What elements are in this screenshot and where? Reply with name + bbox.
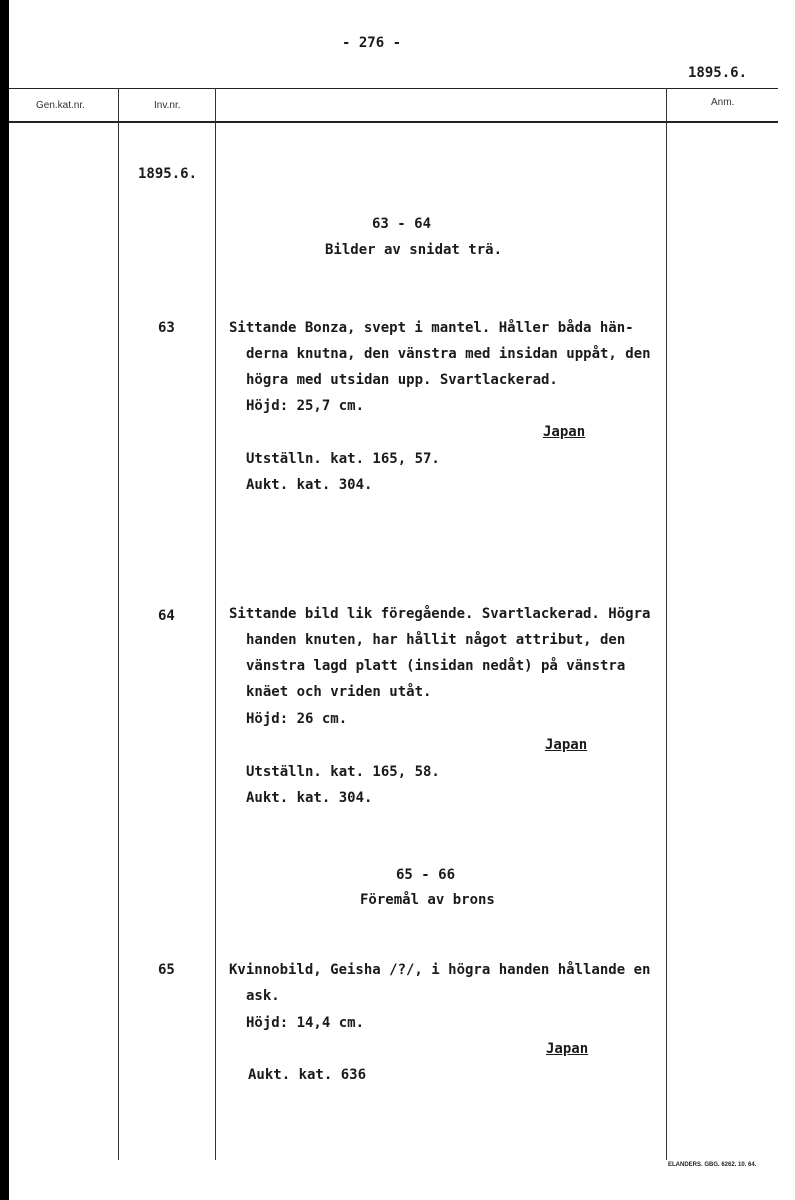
entry-reference: Utställn. kat. 165, 57. [246, 451, 440, 467]
entry-text-line: Kvinnobild, Geisha /?/, i högra handen hållande en [229, 962, 651, 978]
column-header-inv: Inv.nr. [154, 100, 181, 111]
section-title: Föremål av brons [360, 892, 495, 908]
entry-reference: Aukt. kat. 304. [246, 790, 373, 806]
column-divider-text-anm [666, 88, 667, 1160]
column-header-gen-kat: Gen.kat.nr. [36, 100, 85, 111]
entry-text-line: Sittande bild lik föregående. Svartlackerad. Högra [229, 606, 651, 622]
entry-number: 65 [158, 962, 175, 978]
entry-text-line: vänstra lagd platt (insidan nedåt) på vänstra [246, 658, 626, 674]
inv-year: 1895.6. [138, 166, 198, 182]
entry-text-line: högra med utsidan upp. Svartlackerad. [246, 372, 558, 388]
entry-height: Höjd: 25,7 cm. [246, 398, 365, 414]
entry-text-line: ask. [246, 988, 280, 1004]
entry-text-line: Sittande Bonza, svept i mantel. Håller båda hän- [229, 320, 634, 336]
section-title: Bilder av snidat trä. [325, 242, 503, 258]
page-number: - 276 - [342, 35, 402, 51]
entry-height: Höjd: 26 cm. [246, 711, 348, 727]
entry-reference: Aukt. kat. 304. [246, 477, 373, 493]
column-divider-inv-text [215, 88, 216, 1160]
entry-reference: Utställn. kat. 165, 58. [246, 764, 440, 780]
year-header: 1895.6. [688, 65, 748, 81]
section-range: 63 - 64 [372, 216, 432, 232]
entry-text-line: derna knutna, den vänstra med insidan uppåt, den [246, 346, 651, 362]
section-range: 65 - 66 [396, 867, 456, 883]
entry-height: Höjd: 14,4 cm. [246, 1015, 365, 1031]
entry-number: 64 [158, 608, 175, 624]
column-header-anm: Anm. [711, 97, 735, 108]
header-bottom-rule [9, 121, 778, 123]
column-divider-gen-inv [118, 88, 119, 1160]
entry-number: 63 [158, 320, 175, 336]
entry-origin: Japan [546, 1041, 589, 1057]
header-top-rule [9, 88, 778, 89]
printer-mark: ELANDERS. GBG. 6262. 10. 64. [668, 1162, 757, 1168]
entry-reference: Aukt. kat. 636 [248, 1067, 367, 1083]
entry-origin: Japan [545, 737, 588, 753]
left-margin-bar [0, 0, 9, 1200]
entry-text-line: knäet och vriden utåt. [246, 684, 432, 700]
entry-origin: Japan [543, 424, 586, 440]
entry-text-line: handen knuten, har hållit något attribut, den [246, 632, 626, 648]
